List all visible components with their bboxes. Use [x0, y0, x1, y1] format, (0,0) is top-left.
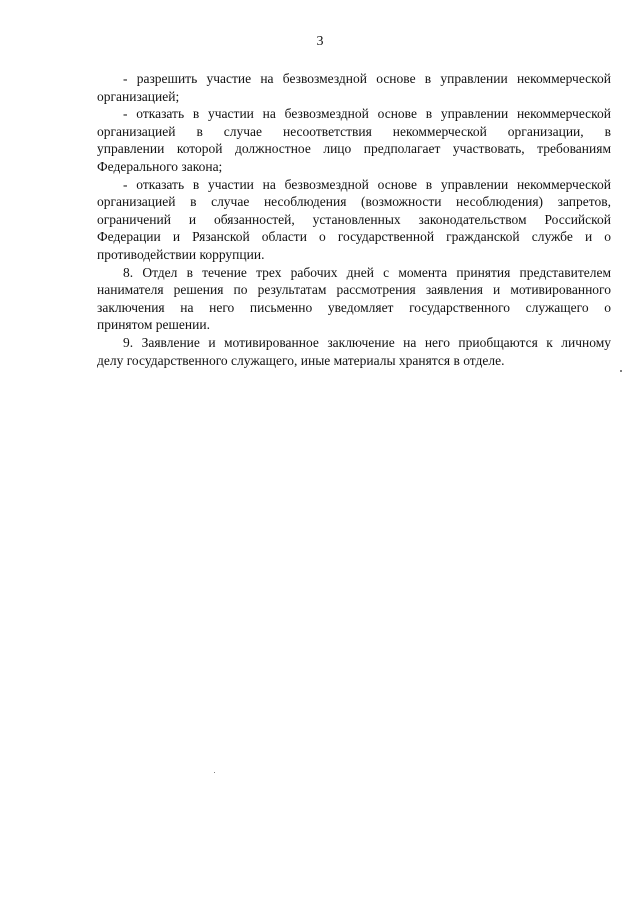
text-line: ограничений и обязанностей, установленных законодательством Российской: [97, 211, 611, 227]
scan-speck: [214, 772, 215, 773]
text-line: 9. Заявление и мотивированное заключение на него приобщаются к личному: [123, 334, 611, 350]
text-line: - разрешить участие на безвозмездной основе в управлении некоммерческой: [123, 71, 611, 86]
text-line: организацией в случае несоблюдения (возможности несоблюдения) запретов,: [97, 194, 611, 210]
text-line: противодействии коррупции.: [97, 246, 265, 262]
text-line: 8. Отдел в течение трех рабочих дней с момента принятия представителем: [123, 264, 611, 280]
text-line: нанимателя решения по результатам рассмотрения заявления и мотивированного: [97, 282, 611, 298]
text-line: организацией в случае несоответствия некоммерческой организации, в: [97, 123, 611, 139]
scan-speck: [620, 370, 622, 372]
text-line: заключения на него письменно уведомляет государственного служащего о: [97, 299, 611, 315]
text-line: - отказать в участии на безвозмездной основе в управлении некоммерческой: [123, 106, 611, 122]
text-line: организацией;: [97, 88, 180, 104]
document-body: [97, 70, 611, 369]
text-line: Федерального закона;: [97, 158, 223, 174]
page-number: 3: [316, 34, 324, 49]
text-line: принятом решении.: [97, 317, 210, 333]
text-line: делу государственного служащего, иные материалы хранятся в отделе.: [97, 352, 505, 368]
text-line: - отказать в участии на безвозмездной основе в управлении некоммерческой: [123, 176, 611, 192]
text-line: управлении которой должностное лицо предполагает участвовать, требованиям: [97, 141, 611, 157]
text-line: Федерации и Рязанской области о государственной гражданской службе и о: [97, 229, 611, 245]
